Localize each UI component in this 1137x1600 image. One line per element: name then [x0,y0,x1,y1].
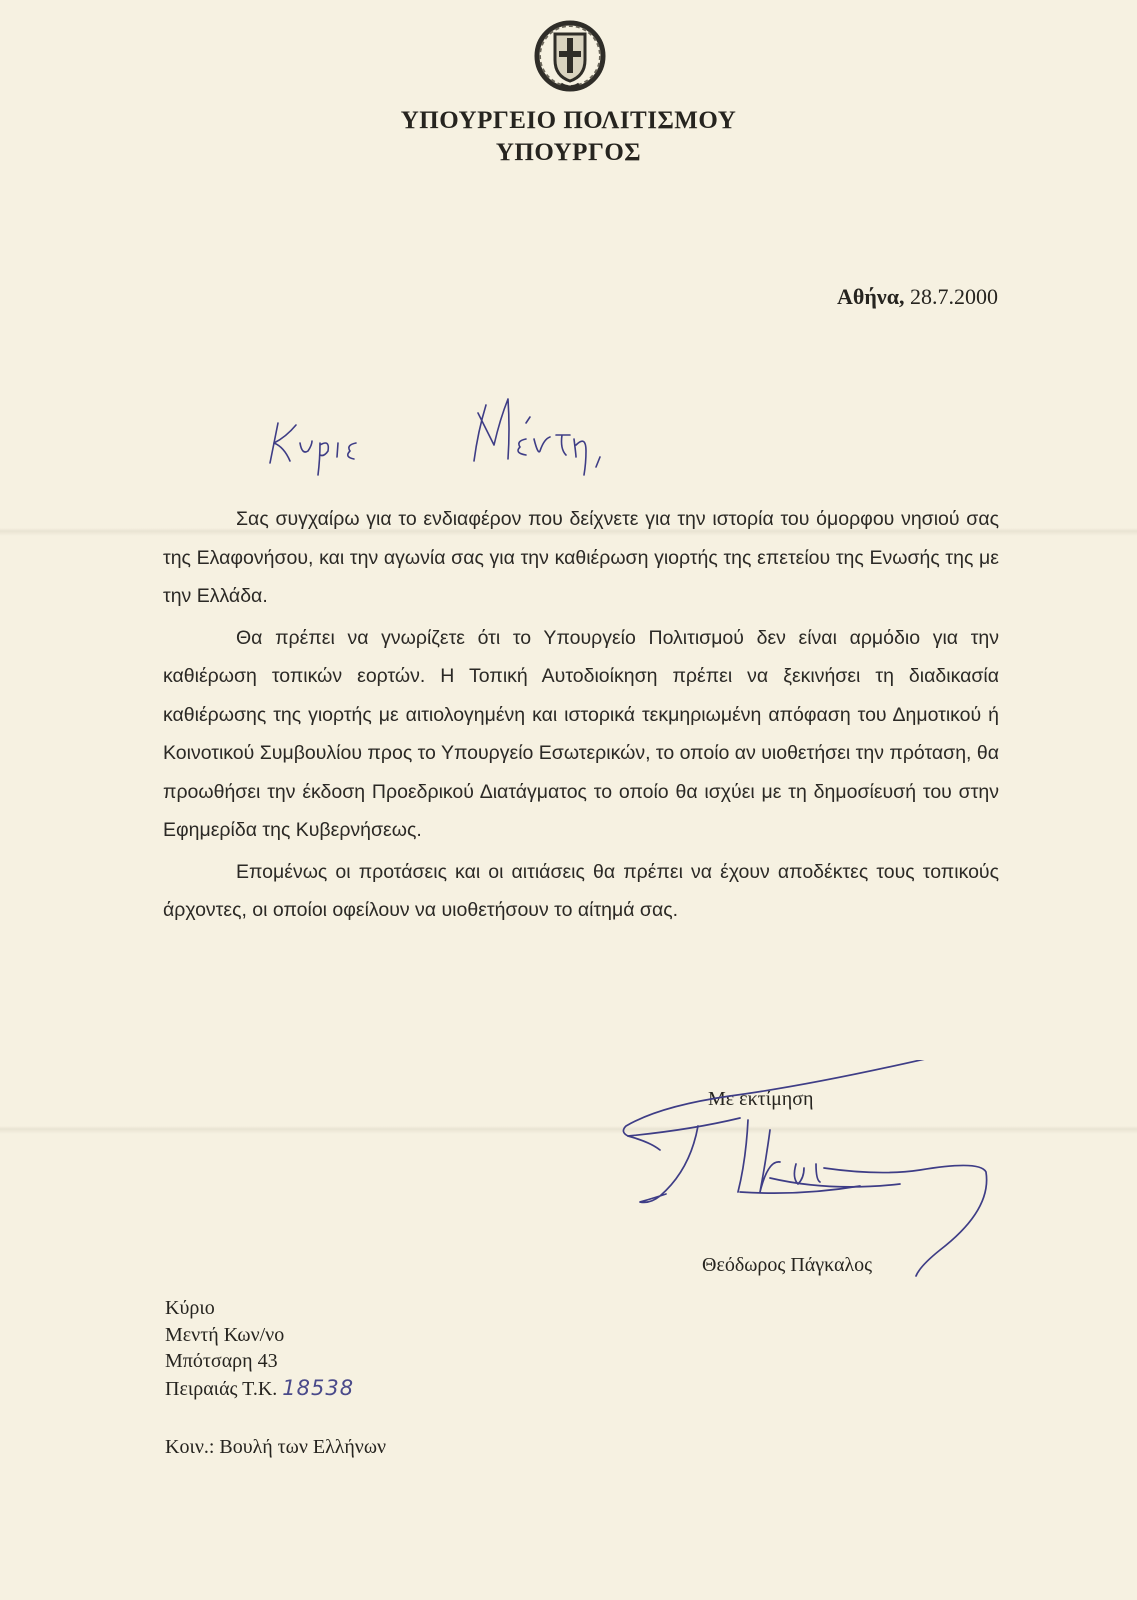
body-paragraph-1: Σας συγχαίρω για το ενδιαφέρον που δείχνετε για την ιστορία του όμορφου νησιού σας της Ελαφονήσου, και την αγωνία σας για την καθιέρωση γιορτής της επετείου της Ενωσής της με την Ελλάδα. [163,508,999,607]
address-line-2: Μεντή Κων/νο [165,1323,285,1346]
address-line-3: Μπότσαρη 43 [165,1350,278,1372]
address-city: Πειραιάς Τ.Κ. [165,1377,278,1400]
handwritten-salutation [264,385,684,485]
letter-date [837,284,998,310]
ministry-name: ΥΠΟΥΡΓΕΙΟ ΠΟΛΙΤΙΣΜΟΥ [400,107,737,134]
address-line-4 [165,1375,354,1403]
ministry-office: ΥΠΟΥΡΓΟΣ [495,139,642,166]
body-paragraph-3: Επομένως οι προτάσεις και οι αιτιάσεις θα πρέπει να έχουν αποδέκτες τους τοπικούς άρχοντες, οι οποίοι οφείλουν να υιοθετήσουν το αίτημά σας. [163,860,999,921]
body-paragraph-2: Θα πρέπει να γνωρίζετε ότι το Υπουργείο Πολιτισμού δεν είναι αρμόδιο για την καθιέρωση τοπικών εορτών. Η Τοπική Αυτοδιοίκηση πρέπει να ξεκινήσει τη διαδικασία καθιέρωσης της γιορτής με αιτιολογημένη και ιστορικά τεκμηριωμένη απόφαση του Δημοτικού ή Κοινοτικού Συμβουλίου προς το Υπουργείο Εσωτερικών, το οποίο αν υιοθετήσει την πρόταση, θα προωθήσει την έκδοση Προεδρικού Διατάγματος το οποίο θα ισχύει με τη δημοσίευσή του στην Εφημερίδα της Κυβερνήσεως. [163,626,1000,841]
date-value: 28.7.2000 [910,284,998,309]
date-place: Αθήνα, [837,284,905,309]
greek-coat-of-arms-emblem [533,18,607,92]
letter-body [163,500,999,933]
handwritten-postal-code: 18538 [282,1375,355,1400]
closing-phrase: Με εκτίμηση [708,1088,814,1110]
recipient-address [165,1295,354,1402]
address-line-1: Κύριο [165,1297,215,1319]
signer-name: Θεόδωρος Πάγκαλος [702,1254,873,1276]
carbon-copy-line: Κοιν.: Βουλή των Ελλήνων [165,1436,387,1458]
